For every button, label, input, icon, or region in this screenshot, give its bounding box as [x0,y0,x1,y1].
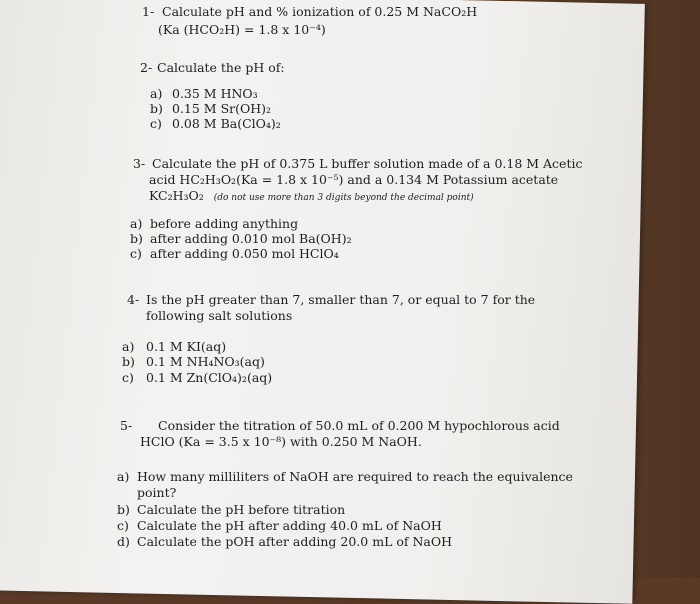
q5-a-text: How many milliliters of NaOH are required to reach the equivalence [137,469,573,484]
q4-b-text: 0.1 M NH₄NO₃(aq) [146,354,265,369]
q3-number: 3- [133,156,146,171]
q5-d-letter: d) [117,534,130,549]
q5-d-text: Calculate the pOH after adding 20.0 mL of NaOH [137,534,453,549]
q3-b-text: after adding 0.010 mol Ba(OH)₂ [150,231,352,246]
q4-line2: following salt solutions [146,308,293,323]
q3-line2: acid HC₂H₃O₂(Ka = 1.8 x 10⁻⁵) and a 0.134 M Potassium acetate [149,172,559,187]
q5-line2: HClO (Ka = 3.5 x 10⁻⁸) with 0.250 M NaOH. [140,434,422,449]
q5-number: 5- [120,418,133,433]
q2-c-text: 0.08 M Ba(ClO₄)₂ [172,116,281,131]
q4-c-letter: c) [122,370,134,385]
q3-c-text: after adding 0.050 mol HClO₄ [150,246,339,261]
q5-a-text-cont: point? [137,485,177,500]
q5-b-text: Calculate the pH before titration [137,502,346,517]
q3-a-text: before adding anything [150,216,299,231]
q1-number: 1- [142,4,155,19]
q4-a-letter: a) [122,339,135,354]
q4-number: 4- [127,292,140,307]
q2-c-letter: c) [150,116,162,131]
q4-c-text: 0.1 M Zn(ClO₄)₂(aq) [146,370,273,385]
q2-number: 2- [140,60,153,75]
q3-line3 [149,188,474,203]
q2-b-text: 0.15 M Sr(OH)₂ [172,101,272,116]
q3-line1: Calculate the pH of 0.375 L buffer solution made of a 0.18 M Acetic [152,156,583,171]
q3-note: (do not use more than 3 digits beyond the decimal point) [213,193,474,203]
q2-a-text: 0.35 M HNO₃ [172,86,258,101]
q2-b-letter: b) [150,101,163,116]
q5-a-letter: a) [117,469,130,484]
q3-a-letter: a) [130,216,143,231]
q3-b-letter: b) [130,231,143,246]
q2-line1: Calculate the pH of: [157,60,285,75]
q4-line1: Is the pH greater than 7, smaller than 7, or equal to 7 for the [146,292,536,307]
q4-b-letter: b) [122,354,135,369]
q5-c-text: Calculate the pH after adding 40.0 mL of NaOH [137,518,442,533]
q2-a-letter: a) [150,86,163,101]
q3-c-letter: c) [130,246,142,261]
q5-c-letter: c) [117,518,129,533]
q5-line1: Consider the titration of 50.0 mL of 0.200 M hypochlorous acid [158,418,560,433]
q5-b-letter: b) [117,502,130,517]
q1-line2: (Ka (HCO₂H) = 1.8 x 10⁻⁴) [158,22,326,37]
q1-line1: Calculate pH and % ionization of 0.25 M NaCO₂H [162,4,478,19]
q3-formula: KC₂H₃O₂ [149,188,204,203]
q4-a-text: 0.1 M KI(aq) [146,339,227,354]
